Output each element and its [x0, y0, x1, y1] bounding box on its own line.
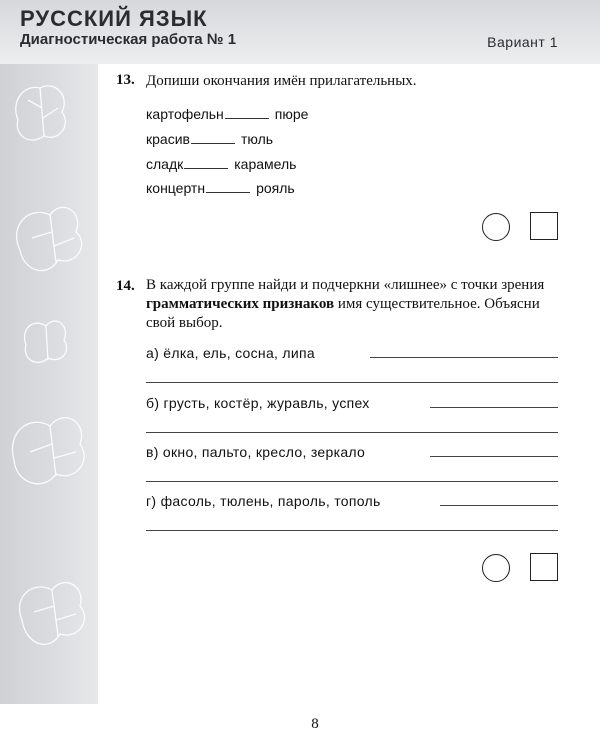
- group-words[interactable]: окно, пальто, кресло, зеркало: [162, 444, 366, 460]
- adjective-stem: картофельн: [146, 106, 224, 122]
- group-words[interactable]: грусть, костёр, журавль, успех: [163, 395, 370, 411]
- word-group: [146, 493, 381, 509]
- noun: рояль: [256, 180, 295, 196]
- adjective-stem: сладк: [146, 156, 184, 172]
- group-label: г): [146, 493, 157, 509]
- word-group: [146, 444, 365, 460]
- answer-line[interactable]: [146, 481, 558, 482]
- adjective-stem: красив: [146, 131, 190, 147]
- ending-blank[interactable]: [191, 133, 235, 144]
- group-words[interactable]: ёлка, ель, сосна, липа: [163, 345, 315, 361]
- task-14-prompt: [146, 276, 562, 333]
- ending-blank[interactable]: [184, 158, 228, 169]
- work-title: Диагностическая работа № 1: [20, 31, 237, 48]
- noun: тюль: [240, 131, 274, 147]
- task-13-number: 13.: [116, 72, 135, 88]
- task-14-number: 14.: [116, 278, 135, 294]
- noun: пюре: [274, 106, 309, 122]
- noun: карамель: [234, 156, 297, 172]
- adjective-item: [146, 131, 273, 147]
- task-14-prompt-bold: грамматических признаков: [146, 296, 335, 312]
- score-circle[interactable]: [482, 554, 510, 582]
- leaf-icon: [25, 321, 67, 362]
- answer-line[interactable]: [146, 432, 558, 433]
- answer-line[interactable]: [370, 357, 558, 358]
- group-label: а): [146, 345, 160, 361]
- page-number: 8: [311, 716, 319, 732]
- answer-line[interactable]: [430, 407, 558, 408]
- task-13-prompt: Допиши окончания имён прилагательных.: [146, 73, 417, 89]
- variant-label: Вариант 1: [487, 34, 558, 50]
- score-circle[interactable]: [482, 213, 510, 241]
- subject-title: РУССКИЙ ЯЗЫК: [20, 6, 208, 31]
- group-label: в): [146, 444, 159, 460]
- group-label: б): [146, 395, 160, 411]
- answer-line[interactable]: [440, 505, 558, 506]
- adjective-item: [146, 156, 296, 172]
- ending-blank[interactable]: [206, 182, 250, 193]
- ending-blank[interactable]: [225, 108, 269, 119]
- group-words[interactable]: фасоль, тюлень, пароль, тополь: [160, 493, 381, 509]
- leaf-icon: [16, 86, 66, 140]
- task-14-prompt-part1: В каждой группе найди и подчеркни «лишнее» с точки зрения: [146, 277, 545, 293]
- adjective-item: [146, 180, 295, 196]
- task-14-prompt-part2: имя существительное. Объясни свой выбор.: [146, 296, 540, 331]
- adjective-item: [146, 106, 308, 122]
- leaf-icon: [12, 418, 84, 484]
- leaf-icon: [17, 207, 82, 270]
- adjective-stem: концертн: [146, 180, 206, 196]
- answer-line[interactable]: [146, 530, 558, 531]
- score-square[interactable]: [530, 553, 558, 581]
- leaf-icon: [19, 583, 84, 645]
- answer-line[interactable]: [430, 456, 558, 457]
- word-group: [146, 345, 315, 361]
- score-square[interactable]: [530, 212, 558, 240]
- answer-line[interactable]: [146, 382, 558, 383]
- leaf-pattern: [0, 0, 100, 700]
- word-group: [146, 395, 370, 411]
